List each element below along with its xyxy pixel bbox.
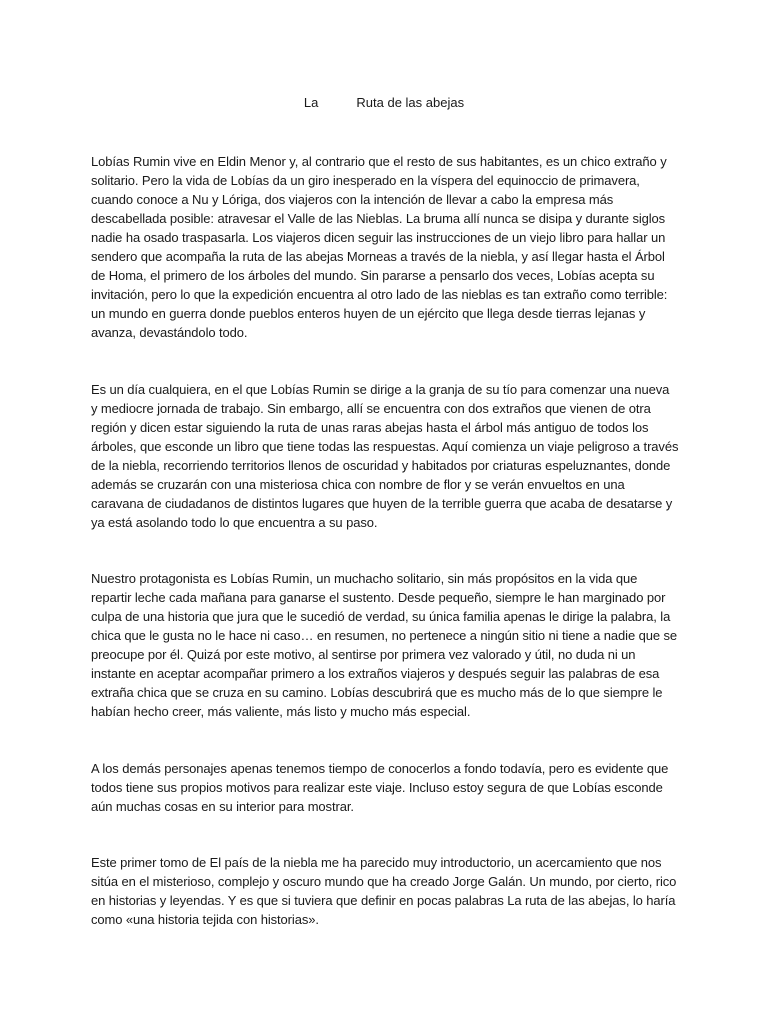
paragraph-plot: Es un día cualquiera, en el que Lobías Rumin se dirige a la granja de su tío para comenzar una nueva y mediocre jornada de trabajo. Sin embargo, allí se encuentra con dos extraños que vienen de otra región y dicen estar siguiendo la ruta de unas raras abejas hasta el árbol más antiguo de todos los árboles, que esconde un libro que tiene todas las respuestas. Aquí comienza un viaje peligroso a través de la niebla, recorriendo territorios llenos de oscuridad y habitados por criaturas espeluznantes, donde además se cruzarán con una misteriosa chica con nombre de flor y se verán envueltos en una caravana de ciudadanos de distintos lugares que huyen de la terrible guerra que acaba de desatarse y ya está asolando todo lo que encuentra a su paso. — [91, 382, 679, 530]
paragraph-synopsis: Lobías Rumin vive en Eldin Menor y, al contrario que el resto de sus habitantes, es un chico extraño y solitario. Pero la vida de Lobías da un giro inesperado en la víspera del equinoccio de primavera, cuando conoce a Nu y Lóriga, dos viajeros con la intención de llevar a cabo la empresa más descabellada posible: atravesar el Valle de las Nieblas. La bruma allí nunca se disipa y durante siglos nadie ha osado traspasarla. Los viajeros dicen seguir las instrucciones de un viejo libro para hallar un sendero que acompaña la ruta de las abejas Morneas a través de la niebla, y así llegar hasta el Árbol de Homa, el primero de los árboles del mundo. Sin pararse a pensarlo dos veces, Lobías acepta su invitación, pero lo que la expedición encuentra al otro lado de las nieblas es tan extraño como terrible: un mundo en guerra donde pueblos enteros huyen de un ejército que llega desde tierras lejanas y avanza, devastándolo todo. — [91, 154, 668, 340]
paragraph-opinion: Este primer tomo de El país de la niebla me ha parecido muy introductorio, un acercamiento que nos sitúa en el misterioso, complejo y oscuro mundo que ha creado Jorge Galán. Un mundo, por cierto, rico en historias y leyendas. Y es que si tuviera que definir en pocas palabras La ruta de las abejas, lo haría como «una historia tejida con historias». — [91, 855, 677, 927]
title-word-la: La — [303, 95, 319, 110]
title-rest: Ruta de las abejas — [356, 95, 465, 110]
paragraph-protagonist: Nuestro protagonista es Lobías Rumin, un muchacho solitario, sin más propósitos en la vida que repartir leche cada mañana para ganarse el sustento. Desde pequeño, siempre le han marginado por culpa de una historia que jura que le sucedió de verdad, su única familia apenas le dirige la palabra, la chica que le gusta no le hace ni caso… en resumen, no pertenece a ningún sitio ni tiene a nadie que se preocupe por él. Quizá por este motivo, al sentirse por primera vez valorado y útil, no duda ni un instante en aceptar acompañar primero a los extraños viajeros y después seguir las palabras de esa extraña chica que se cruza en su camino. Lobías descubrirá que es mucho más de lo que siempre le habían hecho creer, más valiente, más listo y mucho más especial. — [91, 571, 678, 719]
paragraph-characters: A los demás personajes apenas tenemos tiempo de conocerlos a fondo todavía, pero es evidente que todos tiene sus propios motivos para realizar este viaje. Incluso estoy segura de que Lobías esconde aún muchas cosas en su interior para mostrar. — [91, 761, 669, 814]
page-title — [0, 94, 768, 112]
